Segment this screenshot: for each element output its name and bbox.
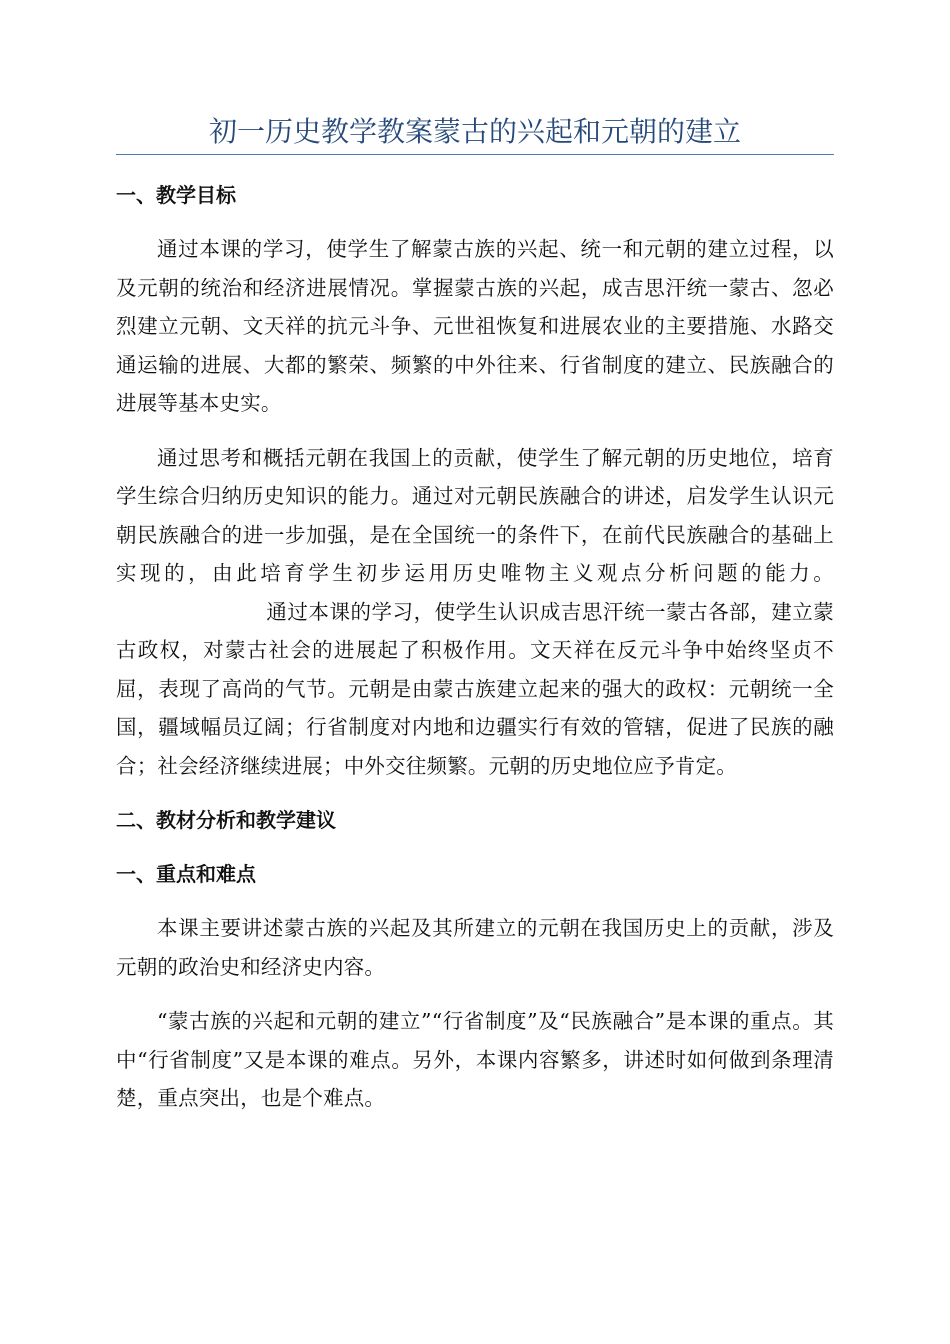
paragraph-goals-2 <box>116 439 834 786</box>
paragraph-goals-2a: 通过思考和概括元朝在我国上的贡献，使学生了解元朝的历史地位，培育学生综合归纳历史知识的能力。通过对元朝民族融合的讲述，启发学生认识元朝民族融合的进一步加强，是在全国统一的条件下，在前代民族融合的基础上实现的，由此培育学生初步运用历史唯物主义观点分析问题的能力。 <box>116 445 834 585</box>
section-heading-teaching-goals: 一、教学目标 <box>116 183 236 207</box>
section-heading-key-points: 一、重点和难点 <box>116 862 256 886</box>
document-body <box>116 176 834 1134</box>
paragraph-goals-1: 通过本课的学习，使学生了解蒙古族的兴起、统一和元朝的建立过程，以及元朝的统治和经济进展情况。掌握蒙古族的兴起，成吉思汗统一蒙古、忽必烈建立元朝、文天祥的抗元斗争、元世祖恢复和进展农业的主要措施、水路交通运输的进展、大都的繁荣、频繁的中外往来、行省制度的建立、民族融合的进展等基本史实。 <box>116 237 834 415</box>
paragraph-key-points-2: “蒙古族的兴起和元朝的建立”“行省制度”及“民族融合”是本课的重点。其中“行省制度”又是本课的难点。另外，本课内容繁多，讲述时如何做到条理清楚，重点突出，也是个难点。 <box>116 1009 834 1110</box>
document-title: 初一历史教学教案蒙古的兴起和元朝的建立 <box>208 115 741 148</box>
section-heading-analysis: 二、教材分析和教学建议 <box>116 808 336 832</box>
paragraph-key-points-1: 本课主要讲述蒙古族的兴起及其所建立的元朝在我国历史上的贡献，涉及元朝的政治史和经济史内容。 <box>116 916 834 979</box>
title-underline <box>116 154 834 155</box>
paragraph-goals-2b: 通过本课的学习，使学生认识成吉思汗统一蒙古各部，建立蒙古政权，对蒙古社会的进展起了积极作用。文天祥在反元斗争中始终坚贞不屈，表现了高尚的气节。元朝是由蒙古族建立起来的强大的政权：元朝统一全国，疆域幅员辽阔；行省制度对内地和边疆实行有效的管辖，促进了民族的融合；社会经济继续进展；中外交往频繁。元朝的历史地位应予肯定。 <box>116 599 834 778</box>
